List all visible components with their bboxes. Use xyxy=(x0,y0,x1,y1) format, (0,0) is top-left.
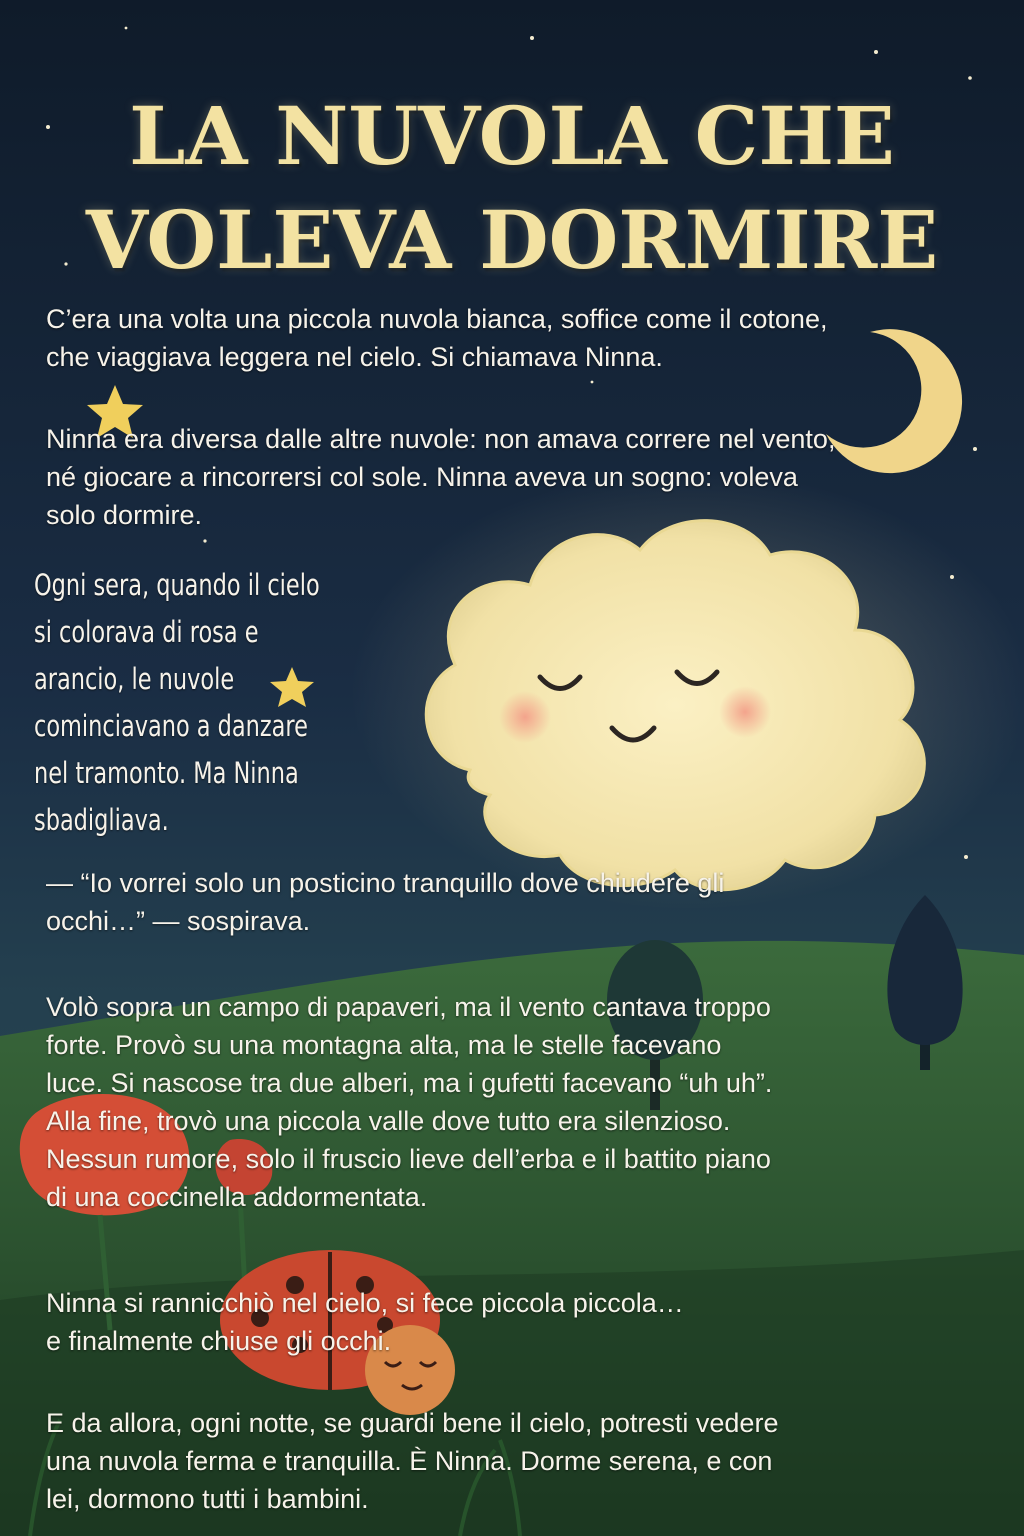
story-paragraph-4 xyxy=(46,988,772,1216)
text-line: né giocare a rincorrersi col sole. Ninna aveva un sogno: voleva xyxy=(46,462,798,492)
story-paragraph-3-quote xyxy=(46,864,724,940)
text-line: di una coccinella addormentata. xyxy=(46,1182,428,1212)
text-line: cominciavano a danzare xyxy=(34,709,308,743)
text-line: nel tramonto. Ma Ninna xyxy=(34,756,299,790)
text-line: sbadigliava. xyxy=(34,803,169,837)
story-paragraph-5 xyxy=(46,1284,684,1360)
sleeping-cloud-icon xyxy=(350,470,1024,910)
story-paragraph-2 xyxy=(46,420,835,534)
text-line: arancio, le nuvole xyxy=(34,662,235,696)
story-paragraph-3-side xyxy=(34,562,320,844)
story-title-line-2: VOLEVA DORMIRE xyxy=(85,193,939,287)
text-line: Ninna era diversa dalle altre nuvole: non amava correre nel vento, xyxy=(46,424,836,454)
text-line: Alla fine, trovò una piccola valle dove tutto era silenzioso. xyxy=(46,1106,731,1136)
text-line: E da allora, ogni notte, se guardi bene il cielo, potresti vedere xyxy=(46,1408,779,1438)
story-title-line-1: LA NUVOLA CHE xyxy=(129,89,895,183)
text-line: lei, dormono tutti i bambini. xyxy=(46,1484,369,1514)
text-line: si colorava di rosa e xyxy=(34,615,259,649)
text-line: Nessun rumore, solo il fruscio lieve dell’erba e il battito piano xyxy=(46,1144,771,1174)
text-line: e finalmente chiuse gli occhi. xyxy=(46,1326,392,1356)
text-line: Ogni sera, quando il cielo xyxy=(34,568,320,602)
text-line: Ninna si rannicchiò nel cielo, si fece piccola piccola… xyxy=(46,1288,684,1318)
story-paragraph-1 xyxy=(46,300,827,376)
text-line: C’era una volta una piccola nuvola bianca, soffice come il cotone, xyxy=(46,304,828,334)
story-paragraph-6 xyxy=(46,1404,778,1518)
text-line: una nuvola ferma e tranquilla. È Ninna. Dorme serena, e con xyxy=(46,1446,773,1476)
text-line: luce. Si nascose tra due alberi, ma i gufetti facevano “uh uh”. xyxy=(46,1068,773,1098)
text-line: — “Io vorrei solo un posticino tranquillo dove chiudere gli xyxy=(46,868,725,898)
cheek xyxy=(719,686,771,738)
text-line: Volò sopra un campo di papaveri, ma il vento cantava troppo xyxy=(46,992,771,1022)
text-line: che viaggiava leggera nel cielo. Si chiamava Ninna. xyxy=(46,342,663,372)
text-line: occhi…” — sospirava. xyxy=(46,906,311,936)
text-line: solo dormire. xyxy=(46,500,203,530)
text-line: forte. Provò su una montagna alta, ma le stelle facevano xyxy=(46,1030,722,1060)
cheek xyxy=(499,691,551,743)
